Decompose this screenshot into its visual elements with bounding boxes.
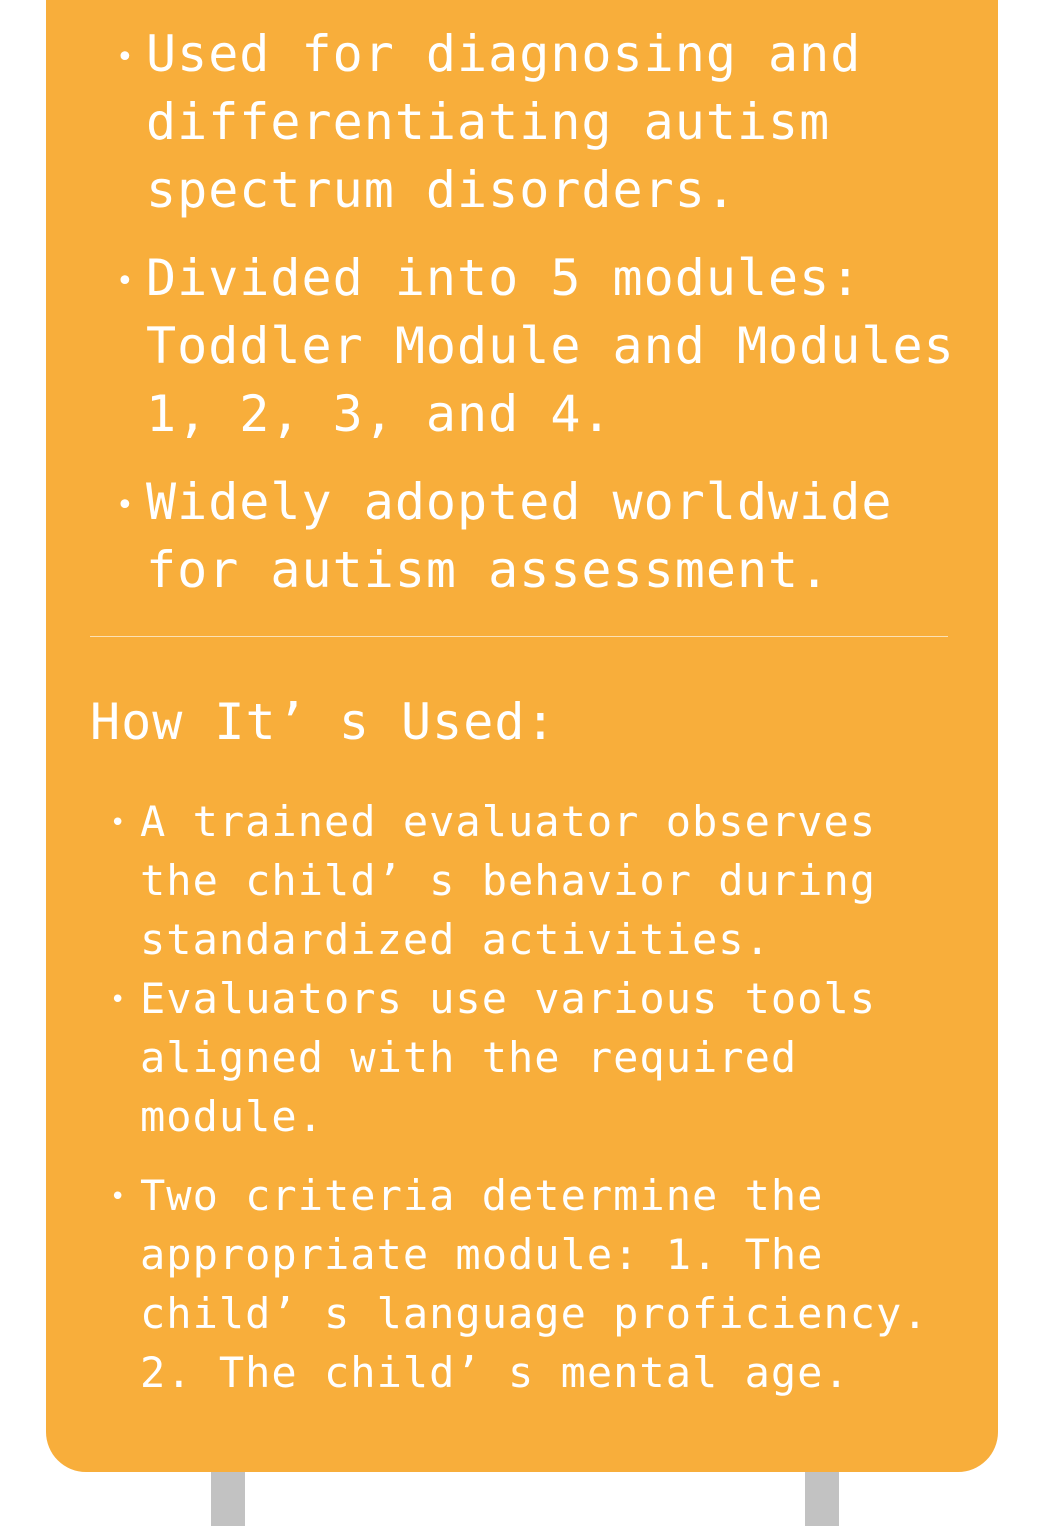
list-item [98,969,978,1146]
list-item [104,244,964,448]
info-board [46,0,998,1472]
list-item-text: Widely adopted worldwide for autism assessment. [146,473,893,599]
usage-list [98,792,978,1402]
list-item [104,468,964,604]
list-item-text: Two criteria determine the appropriate module: 1. The child’ s language proficiency. 2. The child’ s mental age. [140,1171,929,1397]
list-item [98,792,978,969]
section-heading: How It’ s Used: [90,693,557,751]
list-item-text: A trained evaluator observes the child’ s behavior during standardized activities. [140,797,877,964]
overview-list [104,20,964,624]
list-item [98,1166,978,1402]
bullet-icon: • [116,40,135,75]
list-item-text: Evaluators use various tools aligned with the required module. [140,974,877,1141]
list-item-text: Used for diagnosing and differentiating autism spectrum disorders. [146,25,862,219]
section-divider [90,636,948,637]
bullet-icon: • [110,808,127,838]
bullet-icon: • [110,985,127,1015]
bullet-icon: • [116,264,135,299]
bullet-icon: • [110,1182,127,1212]
bullet-icon: • [116,488,135,523]
list-item-text: Divided into 5 modules: Toddler Module and Modules 1, 2, 3, and 4. [146,249,955,443]
list-item [104,20,964,224]
